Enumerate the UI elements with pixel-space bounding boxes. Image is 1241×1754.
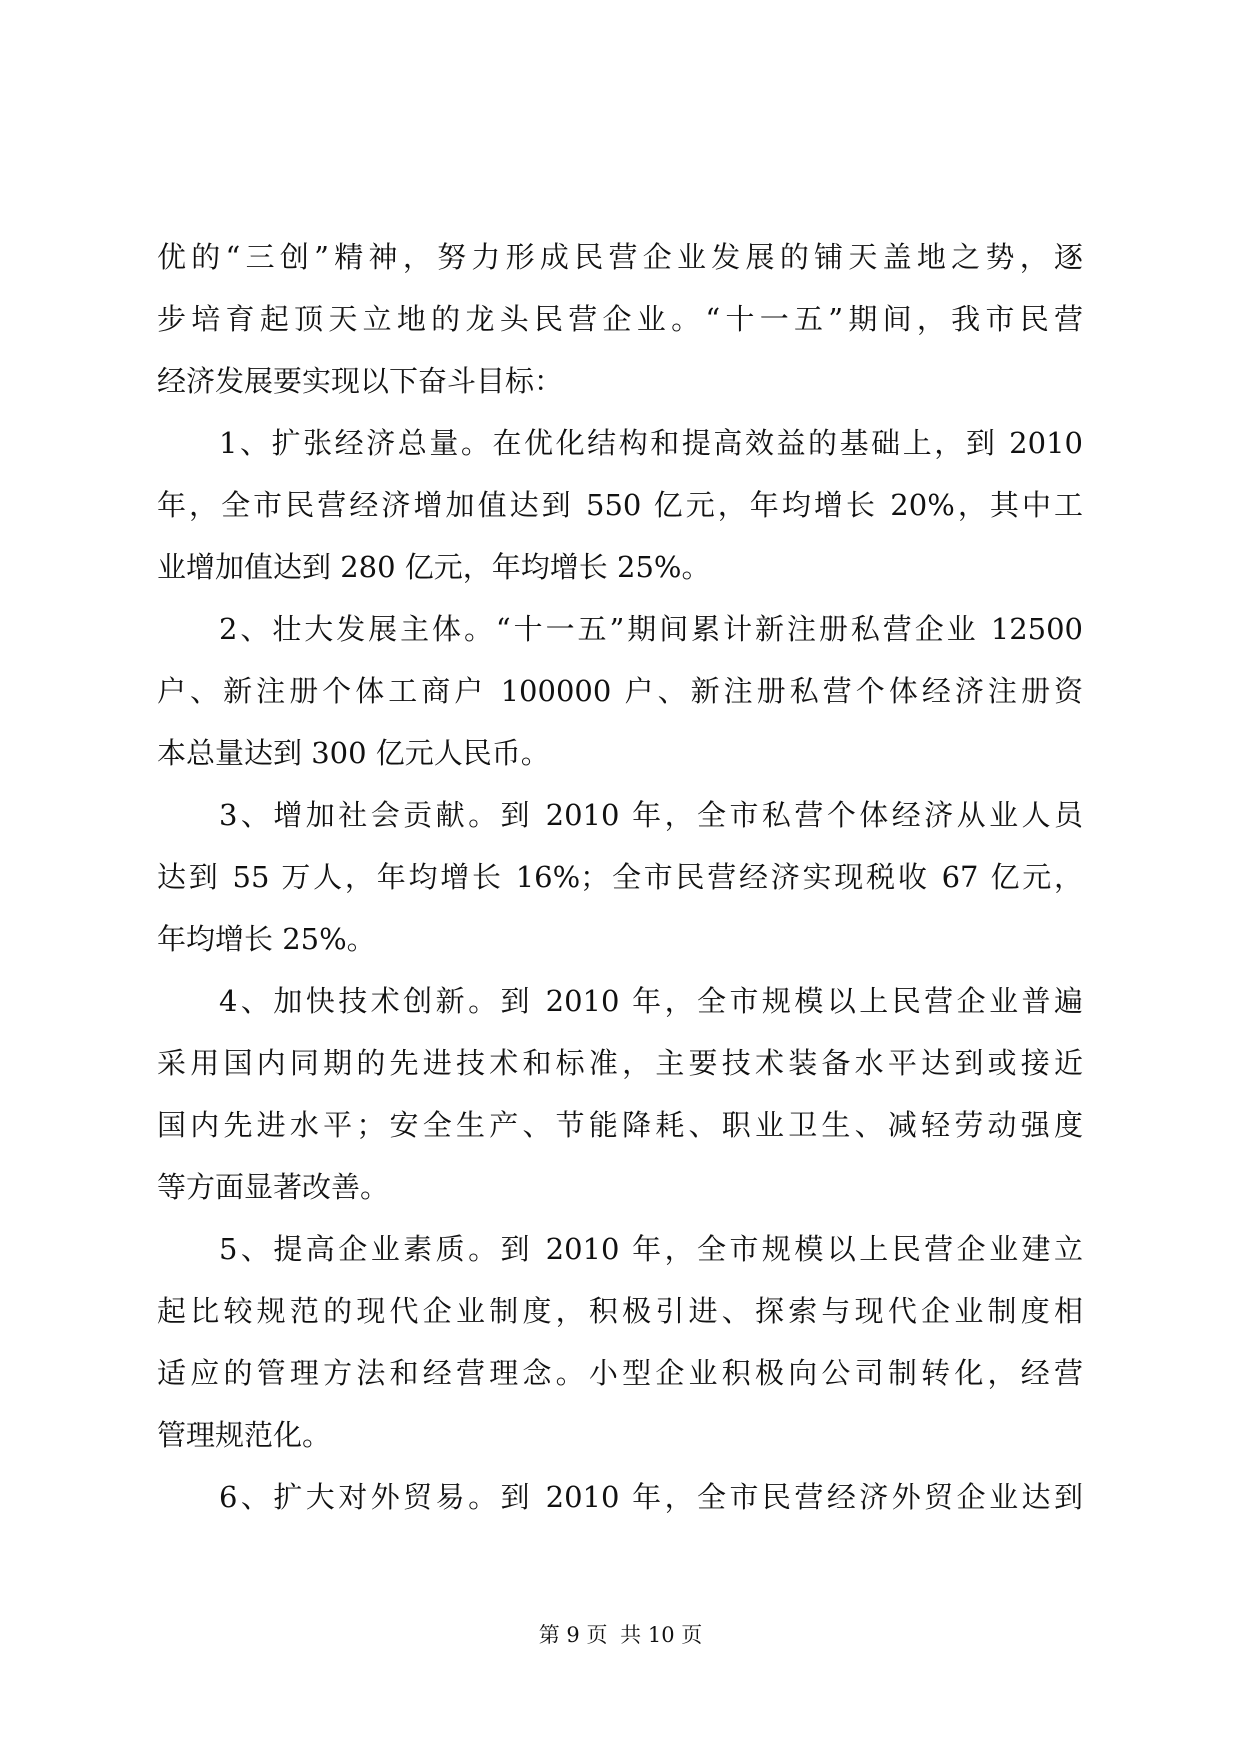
text-line: 2、壮大发展主体。“十一五”期间累计新注册私营企业 12500: [219, 612, 1083, 646]
paragraph-goal-6: [157, 1466, 1083, 1528]
text-line: 5、提高企业素质。到 2010 年，全市规模以上民营企业建立: [219, 1232, 1083, 1266]
text-line: 1、扩张经济总量。在优化结构和提高效益的基础上，到 2010: [219, 426, 1083, 460]
text-line: 优的“三创”精神，努力形成民营企业发展的铺天盖地之势，逐: [157, 240, 1083, 274]
document-body: [157, 226, 1083, 1528]
text-line: 达到 55 万人，年均增长 16%；全市民营经济实现税收 67 亿元，: [157, 860, 1083, 894]
text-line: 步培育起顶天立地的龙头民营企业。“十一五”期间，我市民营: [157, 302, 1083, 336]
paragraph-goal-4: [157, 970, 1083, 1218]
text-line: 采用国内同期的先进技术和标准，主要技术装备水平达到或接近: [157, 1046, 1083, 1080]
paragraph-intro: [157, 226, 1083, 412]
text-line: 4、加快技术创新。到 2010 年，全市规模以上民营企业普遍: [219, 984, 1083, 1018]
paragraph-goal-3: [157, 784, 1083, 970]
paragraph-goal-2: [157, 598, 1083, 784]
text-line: 6、扩大对外贸易。到 2010 年，全市民营经济外贸企业达到: [219, 1480, 1083, 1514]
text-line: 国内先进水平；安全生产、节能降耗、职业卫生、减轻劳动强度: [157, 1108, 1083, 1142]
text-line: 年，全市民营经济增加值达到 550 亿元，年均增长 20%，其中工: [157, 488, 1083, 522]
page-footer: [0, 1620, 1241, 1650]
page-total: 共 10 页: [620, 1623, 703, 1647]
text-line: 经济发展要实现以下奋斗目标：: [157, 364, 564, 398]
paragraph-goal-5: [157, 1218, 1083, 1466]
text-line: 3、增加社会贡献。到 2010 年，全市私营个体经济从业人员: [219, 798, 1083, 832]
text-line: 管理规范化。: [157, 1418, 332, 1452]
text-line: 年均增长 25%。: [157, 922, 376, 956]
text-line: 户、新注册个体工商户 100000 户、新注册私营个体经济注册资: [157, 674, 1083, 708]
text-line: 起比较规范的现代企业制度，积极引进、探索与现代企业制度相: [157, 1294, 1083, 1328]
text-line: 适应的管理方法和经营理念。小型企业积极向公司制转化，经营: [157, 1356, 1083, 1390]
text-line: 本总量达到 300 亿元人民币。: [157, 736, 550, 770]
paragraph-goal-1: [157, 412, 1083, 598]
text-line: 等方面显著改善。: [157, 1170, 390, 1204]
page-number: 第 9 页: [538, 1623, 608, 1647]
text-line: 业增加值达到 280 亿元，年均增长 25%。: [157, 550, 711, 584]
